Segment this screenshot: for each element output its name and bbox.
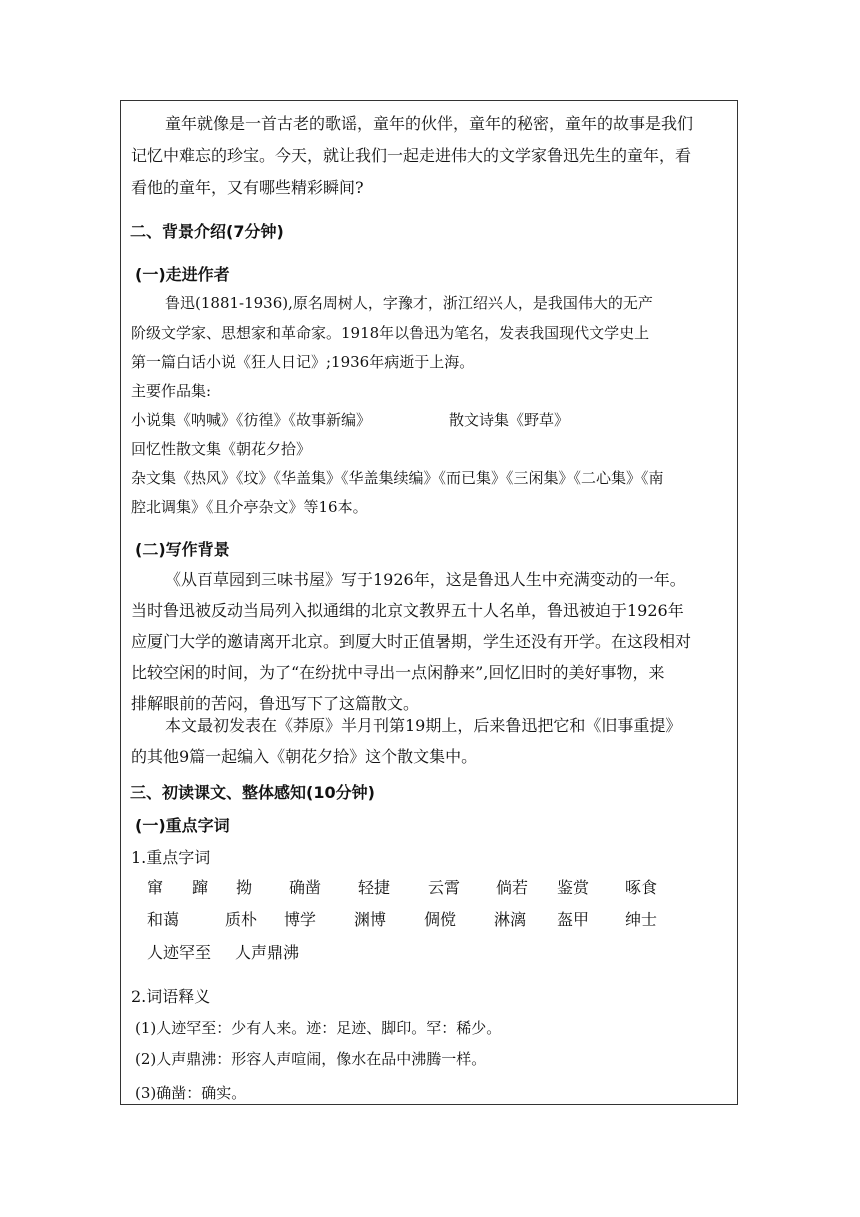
vocab-word: 窜 (147, 878, 164, 897)
author-line-2: 阶级文学家、思想家和革命家。1918年以鲁迅为笔名，发表我国现代文学史上 (131, 324, 650, 342)
vocab-word: 蹿 (192, 878, 209, 897)
section-2-heading: 二、背景介绍(7分钟) (130, 222, 284, 241)
subsection-vocab-heading: (一)重点字词 (135, 816, 230, 835)
vocab-word: 倘若 (496, 878, 529, 897)
definition-1: (1)人迹罕至：少有人来。迹：足迹、脚印。罕：稀少。 (135, 1019, 502, 1037)
author-line-3: 第一篇白话小说《狂人日记》;1936年病逝于上海。 (131, 353, 475, 371)
subsection-author-heading: (一)走进作者 (135, 265, 230, 284)
background-line-3: 应厦门大学的邀请离开北京。到厦大时正值暑期，学生还没有开学。在这段相对 (131, 632, 692, 651)
definitions-subheading: 2.词语释义 (131, 987, 211, 1006)
works-fiction: 小说集《呐喊》《彷徨》《故事新编》 (131, 411, 372, 429)
vocab-word: 渊博 (354, 910, 387, 929)
definition-3: (3)确凿：确实。 (135, 1084, 247, 1102)
vocab-word: 绅士 (625, 910, 658, 929)
background-line-5: 排解眼前的苦闷，鲁迅写下了这篇散文。 (131, 694, 420, 713)
works-essays-2: 腔北调集》《且介亭杂文》等16本。 (131, 498, 368, 516)
vocab-subheading: 1.重点字词 (131, 848, 211, 867)
vocab-word: 人迹罕至 (147, 943, 212, 962)
subsection-background-heading: (二)写作背景 (135, 540, 230, 559)
definition-2: (2)人声鼎沸：形容人声喧闹，像水在品中沸腾一样。 (135, 1050, 487, 1068)
vocab-word: 确凿 (289, 878, 322, 897)
background-line-4: 比较空闲的时间，为了“在纷扰中寻出一点闲静来”,回忆旧时的美好事物，来 (131, 663, 665, 682)
intro-line-2: 记忆中难忘的珍宝。今天，就让我们一起走进伟大的文学家鲁迅先生的童年，看 (131, 146, 692, 165)
intro-line-3: 看他的童年，又有哪些精彩瞬间? (131, 178, 364, 197)
vocab-word: 轻捷 (358, 878, 391, 897)
author-line-1: 鲁迅(1881-1936),原名周树人，字豫才，浙江绍兴人，是我国伟大的无产 (165, 294, 653, 312)
background-line-6: 本文最初发表在《莽原》半月刊第19期上，后来鲁迅把它和《旧事重提》 (165, 716, 682, 735)
vocab-word: 倜傥 (424, 910, 457, 929)
vocab-word: 质朴 (225, 910, 258, 929)
background-line-7: 的其他9篇一起编入《朝花夕拾》这个散文集中。 (131, 747, 478, 766)
works-essays-1: 杂文集《热风》《坟》《华盖集》《华盖集续编》《而已集》《三闲集》《二心集》《南 (131, 469, 664, 487)
vocab-word: 人声鼎沸 (235, 943, 300, 962)
works-label: 主要作品集: (131, 382, 212, 400)
works-prose-poetry: 散文诗集《野草》 (449, 411, 570, 429)
background-line-2: 当时鲁迅被反动当局列入拟通缉的北京文教界五十人名单，鲁迅被迫于1926年 (131, 601, 684, 620)
works-memoir: 回忆性散文集《朝花夕拾》 (131, 440, 312, 458)
vocab-word: 和蔼 (147, 910, 180, 929)
background-line-1: 《从百草园到三味书屋》写于1926年，这是鲁迅人生中充满变动的一年。 (165, 570, 686, 589)
intro-line-1: 童年就像是一首古老的歌谣，童年的伙伴，童年的秘密，童年的故事是我们 (165, 114, 694, 133)
vocab-word: 博学 (284, 910, 317, 929)
vocab-word: 拗 (236, 878, 253, 897)
vocab-word: 盔甲 (557, 910, 590, 929)
vocab-word: 淋漓 (494, 910, 527, 929)
vocab-word: 鉴赏 (557, 878, 590, 897)
vocab-word: 啄食 (625, 878, 658, 897)
section-3-heading: 三、初读课文、整体感知(10分钟) (130, 783, 375, 802)
vocab-word: 云霄 (428, 878, 461, 897)
